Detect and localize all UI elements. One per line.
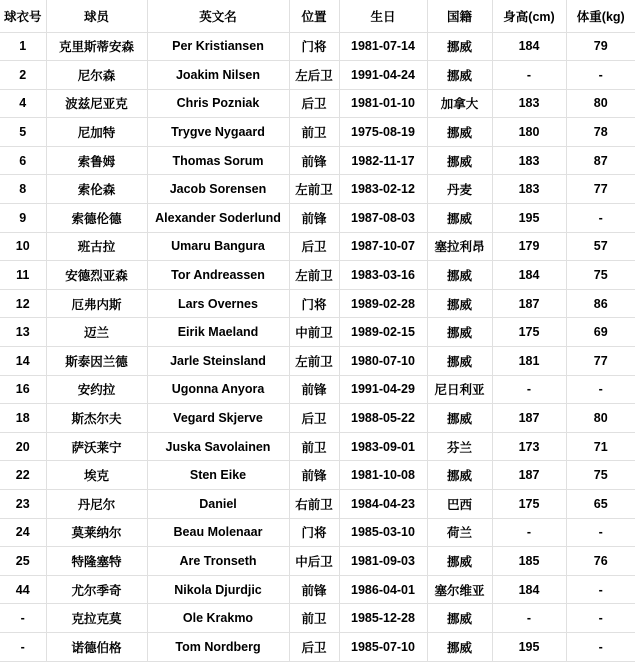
cell-english-name: Tor Andreassen xyxy=(147,261,289,290)
cell-nationality: 塞尔维亚 xyxy=(427,575,492,604)
cell-nationality: 挪威 xyxy=(427,547,492,576)
cell-player-name: 厄弗内斯 xyxy=(46,289,147,318)
cell-weight: 75 xyxy=(566,261,635,290)
cell-jersey-number: - xyxy=(0,632,46,661)
table-row xyxy=(0,261,635,290)
cell-english-name: Lars Overnes xyxy=(147,289,289,318)
cell-english-name: Trygve Nygaard xyxy=(147,118,289,147)
cell-position: 中前卫 xyxy=(289,318,339,347)
cell-birthday: 1985-12-28 xyxy=(339,604,427,633)
cell-nationality: 巴西 xyxy=(427,490,492,519)
cell-player-name: 斯泰因兰德 xyxy=(46,347,147,376)
cell-birthday: 1986-04-01 xyxy=(339,575,427,604)
cell-jersey-number: 18 xyxy=(0,404,46,433)
cell-position: 前锋 xyxy=(289,461,339,490)
table-row xyxy=(0,347,635,376)
cell-position: 后卫 xyxy=(289,232,339,261)
table-row xyxy=(0,461,635,490)
cell-position: 前锋 xyxy=(289,146,339,175)
cell-height: 183 xyxy=(492,146,566,175)
cell-position: 门将 xyxy=(289,289,339,318)
cell-height: 181 xyxy=(492,347,566,376)
cell-nationality: 荷兰 xyxy=(427,518,492,547)
cell-english-name: Jacob Sorensen xyxy=(147,175,289,204)
cell-position: 前锋 xyxy=(289,204,339,233)
column-header-weight: 体重(kg) xyxy=(566,0,635,32)
cell-height: 187 xyxy=(492,404,566,433)
cell-jersey-number: 2 xyxy=(0,61,46,90)
cell-weight: - xyxy=(566,518,635,547)
table-row xyxy=(0,232,635,261)
cell-english-name: Vegard Skjerve xyxy=(147,404,289,433)
cell-weight: 87 xyxy=(566,146,635,175)
cell-english-name: Beau Molenaar xyxy=(147,518,289,547)
cell-nationality: 挪威 xyxy=(427,318,492,347)
cell-player-name: 索鲁姆 xyxy=(46,146,147,175)
table-row xyxy=(0,318,635,347)
cell-player-name: 特隆塞特 xyxy=(46,547,147,576)
cell-english-name: Eirik Maeland xyxy=(147,318,289,347)
cell-position: 左前卫 xyxy=(289,175,339,204)
cell-position: 门将 xyxy=(289,32,339,61)
cell-height: 179 xyxy=(492,232,566,261)
table-row xyxy=(0,518,635,547)
cell-position: 左前卫 xyxy=(289,347,339,376)
cell-weight: 76 xyxy=(566,547,635,576)
cell-weight: - xyxy=(566,61,635,90)
header-row xyxy=(0,0,635,32)
cell-english-name: Ugonna Anyora xyxy=(147,375,289,404)
cell-weight: - xyxy=(566,632,635,661)
column-header-height: 身高(cm) xyxy=(492,0,566,32)
cell-birthday: 1991-04-29 xyxy=(339,375,427,404)
cell-height: 195 xyxy=(492,632,566,661)
cell-position: 右前卫 xyxy=(289,490,339,519)
column-header-birthday: 生日 xyxy=(339,0,427,32)
cell-nationality: 挪威 xyxy=(427,261,492,290)
cell-player-name: 斯杰尔夫 xyxy=(46,404,147,433)
table-row xyxy=(0,89,635,118)
column-header-player-name: 球员 xyxy=(46,0,147,32)
cell-english-name: Joakim Nilsen xyxy=(147,61,289,90)
cell-weight: 57 xyxy=(566,232,635,261)
cell-nationality: 挪威 xyxy=(427,146,492,175)
cell-position: 后卫 xyxy=(289,632,339,661)
cell-player-name: 克拉克莫 xyxy=(46,604,147,633)
table-row xyxy=(0,547,635,576)
cell-birthday: 1991-04-24 xyxy=(339,61,427,90)
cell-english-name: Jarle Steinsland xyxy=(147,347,289,376)
cell-height: 187 xyxy=(492,461,566,490)
cell-position: 前锋 xyxy=(289,375,339,404)
cell-birthday: 1981-07-14 xyxy=(339,32,427,61)
cell-player-name: 尤尔季奇 xyxy=(46,575,147,604)
cell-height: 173 xyxy=(492,432,566,461)
cell-jersey-number: 5 xyxy=(0,118,46,147)
cell-position: 后卫 xyxy=(289,404,339,433)
cell-jersey-number: 22 xyxy=(0,461,46,490)
table-body xyxy=(0,32,635,661)
cell-english-name: Ole Krakmo xyxy=(147,604,289,633)
table-row xyxy=(0,175,635,204)
cell-player-name: 安德烈亚森 xyxy=(46,261,147,290)
cell-weight: - xyxy=(566,575,635,604)
cell-player-name: 班古拉 xyxy=(46,232,147,261)
cell-player-name: 尼加特 xyxy=(46,118,147,147)
cell-nationality: 挪威 xyxy=(427,347,492,376)
cell-weight: 78 xyxy=(566,118,635,147)
cell-birthday: 1981-10-08 xyxy=(339,461,427,490)
cell-player-name: 丹尼尔 xyxy=(46,490,147,519)
cell-birthday: 1989-02-15 xyxy=(339,318,427,347)
cell-birthday: 1981-09-03 xyxy=(339,547,427,576)
cell-height: 184 xyxy=(492,575,566,604)
cell-birthday: 1975-08-19 xyxy=(339,118,427,147)
cell-nationality: 尼日利亚 xyxy=(427,375,492,404)
cell-player-name: 迈兰 xyxy=(46,318,147,347)
cell-jersey-number: 6 xyxy=(0,146,46,175)
cell-jersey-number: 9 xyxy=(0,204,46,233)
cell-nationality: 挪威 xyxy=(427,604,492,633)
cell-nationality: 丹麦 xyxy=(427,175,492,204)
cell-birthday: 1983-02-12 xyxy=(339,175,427,204)
cell-english-name: Chris Pozniak xyxy=(147,89,289,118)
cell-birthday: 1987-08-03 xyxy=(339,204,427,233)
cell-english-name: Tom Nordberg xyxy=(147,632,289,661)
cell-english-name: Sten Eike xyxy=(147,461,289,490)
cell-player-name: 索伦森 xyxy=(46,175,147,204)
cell-height: - xyxy=(492,375,566,404)
cell-weight: - xyxy=(566,375,635,404)
cell-position: 前卫 xyxy=(289,604,339,633)
cell-height: 180 xyxy=(492,118,566,147)
cell-jersey-number: 1 xyxy=(0,32,46,61)
table-row xyxy=(0,61,635,90)
cell-weight: 80 xyxy=(566,89,635,118)
cell-weight: 80 xyxy=(566,404,635,433)
cell-jersey-number: 8 xyxy=(0,175,46,204)
table-row xyxy=(0,490,635,519)
cell-height: 184 xyxy=(492,261,566,290)
cell-position: 后卫 xyxy=(289,89,339,118)
cell-english-name: Thomas Sorum xyxy=(147,146,289,175)
cell-birthday: 1981-01-10 xyxy=(339,89,427,118)
cell-weight: 77 xyxy=(566,347,635,376)
cell-position: 前锋 xyxy=(289,575,339,604)
cell-jersey-number: 14 xyxy=(0,347,46,376)
cell-player-name: 埃克 xyxy=(46,461,147,490)
cell-english-name: Are Tronseth xyxy=(147,547,289,576)
table-row xyxy=(0,32,635,61)
cell-player-name: 诺德伯格 xyxy=(46,632,147,661)
cell-jersey-number: 25 xyxy=(0,547,46,576)
cell-nationality: 芬兰 xyxy=(427,432,492,461)
cell-weight: 79 xyxy=(566,32,635,61)
cell-jersey-number: 20 xyxy=(0,432,46,461)
table-row xyxy=(0,632,635,661)
cell-height: - xyxy=(492,61,566,90)
cell-nationality: 挪威 xyxy=(427,118,492,147)
cell-english-name: Alexander Soderlund xyxy=(147,204,289,233)
cell-position: 中后卫 xyxy=(289,547,339,576)
cell-nationality: 挪威 xyxy=(427,61,492,90)
cell-birthday: 1987-10-07 xyxy=(339,232,427,261)
cell-jersey-number: 12 xyxy=(0,289,46,318)
cell-height: 175 xyxy=(492,490,566,519)
cell-height: 195 xyxy=(492,204,566,233)
cell-weight: 65 xyxy=(566,490,635,519)
cell-nationality: 塞拉利昂 xyxy=(427,232,492,261)
cell-position: 前卫 xyxy=(289,118,339,147)
cell-weight: 75 xyxy=(566,461,635,490)
cell-height: 183 xyxy=(492,89,566,118)
table-row xyxy=(0,404,635,433)
cell-jersey-number: 44 xyxy=(0,575,46,604)
cell-jersey-number: 13 xyxy=(0,318,46,347)
cell-player-name: 萨沃莱宁 xyxy=(46,432,147,461)
table-row xyxy=(0,118,635,147)
cell-player-name: 尼尔森 xyxy=(46,61,147,90)
cell-player-name: 索德伦德 xyxy=(46,204,147,233)
column-header-position: 位置 xyxy=(289,0,339,32)
column-header-jersey-number: 球衣号 xyxy=(0,0,46,32)
cell-weight: - xyxy=(566,204,635,233)
cell-nationality: 挪威 xyxy=(427,289,492,318)
cell-position: 左前卫 xyxy=(289,261,339,290)
cell-height: - xyxy=(492,518,566,547)
cell-birthday: 1982-11-17 xyxy=(339,146,427,175)
table-row xyxy=(0,146,635,175)
table-row xyxy=(0,575,635,604)
cell-weight: 69 xyxy=(566,318,635,347)
cell-jersey-number: 4 xyxy=(0,89,46,118)
cell-height: - xyxy=(492,604,566,633)
cell-birthday: 1983-09-01 xyxy=(339,432,427,461)
cell-jersey-number: 10 xyxy=(0,232,46,261)
cell-height: 185 xyxy=(492,547,566,576)
cell-height: 184 xyxy=(492,32,566,61)
cell-jersey-number: 11 xyxy=(0,261,46,290)
table-row xyxy=(0,204,635,233)
cell-english-name: Nikola Djurdjic xyxy=(147,575,289,604)
cell-birthday: 1985-03-10 xyxy=(339,518,427,547)
cell-jersey-number: 23 xyxy=(0,490,46,519)
cell-weight: 71 xyxy=(566,432,635,461)
cell-english-name: Daniel xyxy=(147,490,289,519)
column-header-nationality: 国籍 xyxy=(427,0,492,32)
cell-birthday: 1989-02-28 xyxy=(339,289,427,318)
cell-nationality: 挪威 xyxy=(427,461,492,490)
cell-jersey-number: 24 xyxy=(0,518,46,547)
cell-position: 门将 xyxy=(289,518,339,547)
cell-player-name: 莫莱纳尔 xyxy=(46,518,147,547)
cell-english-name: Juska Savolainen xyxy=(147,432,289,461)
cell-nationality: 挪威 xyxy=(427,632,492,661)
table-row xyxy=(0,604,635,633)
cell-birthday: 1985-07-10 xyxy=(339,632,427,661)
cell-height: 187 xyxy=(492,289,566,318)
cell-birthday: 1983-03-16 xyxy=(339,261,427,290)
cell-player-name: 安约拉 xyxy=(46,375,147,404)
cell-position: 前卫 xyxy=(289,432,339,461)
cell-weight: 77 xyxy=(566,175,635,204)
cell-jersey-number: - xyxy=(0,604,46,633)
table-row xyxy=(0,375,635,404)
cell-height: 175 xyxy=(492,318,566,347)
cell-weight: 86 xyxy=(566,289,635,318)
cell-jersey-number: 16 xyxy=(0,375,46,404)
cell-nationality: 挪威 xyxy=(427,404,492,433)
cell-birthday: 1988-05-22 xyxy=(339,404,427,433)
table-row xyxy=(0,289,635,318)
cell-player-name: 克里斯蒂安森 xyxy=(46,32,147,61)
cell-birthday: 1980-07-10 xyxy=(339,347,427,376)
cell-player-name: 波兹尼亚克 xyxy=(46,89,147,118)
cell-nationality: 挪威 xyxy=(427,204,492,233)
cell-height: 183 xyxy=(492,175,566,204)
cell-weight: - xyxy=(566,604,635,633)
table-row xyxy=(0,432,635,461)
cell-position: 左后卫 xyxy=(289,61,339,90)
cell-english-name: Per Kristiansen xyxy=(147,32,289,61)
cell-nationality: 加拿大 xyxy=(427,89,492,118)
cell-english-name: Umaru Bangura xyxy=(147,232,289,261)
column-header-english-name: 英文名 xyxy=(147,0,289,32)
cell-nationality: 挪威 xyxy=(427,32,492,61)
cell-birthday: 1984-04-23 xyxy=(339,490,427,519)
